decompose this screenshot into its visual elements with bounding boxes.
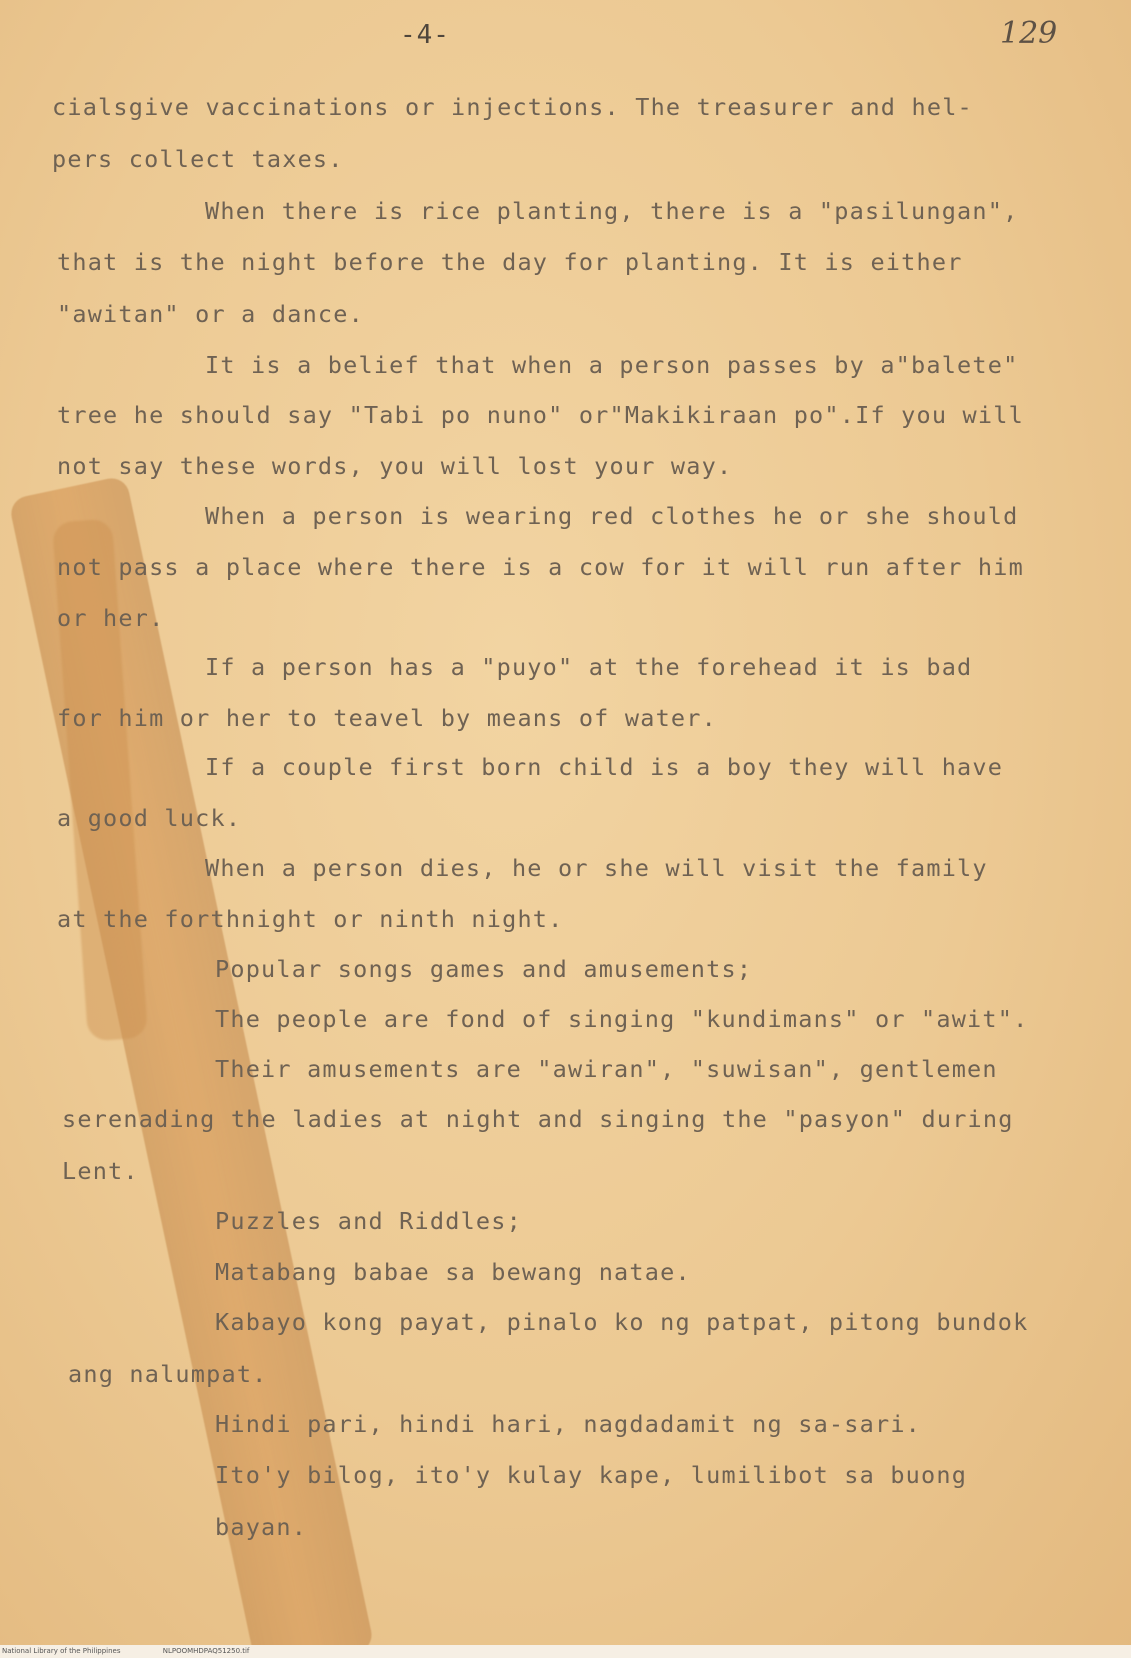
- text-line: or her.: [57, 604, 165, 632]
- text-line: pers collect taxes.: [52, 145, 344, 173]
- text-line: not pass a place where there is a cow for it will run after him: [57, 553, 1024, 581]
- text-line: Popular songs games and amusements;: [215, 955, 753, 983]
- text-line: Ito'y bilog, ito'y kulay kape, lumilibot sa buong: [215, 1461, 968, 1489]
- text-line: at the forthnight or ninth night.: [57, 905, 564, 933]
- text-line: a good luck.: [57, 804, 242, 832]
- text-line: If a person has a "puyo" at the forehead it is bad: [205, 653, 973, 681]
- text-line: Hindi pari, hindi hari, nagdadamit ng sa-sari.: [215, 1410, 922, 1438]
- text-line: that is the night before the day for planting. It is either: [57, 248, 963, 276]
- text-line: Lent.: [62, 1157, 139, 1185]
- text-line: When a person is wearing red clothes he or she should: [205, 502, 1019, 530]
- text-line: ang nalumpat.: [68, 1360, 268, 1388]
- text-line: Matabang babae sa bewang natae.: [215, 1258, 691, 1286]
- text-line: not say these words, you will lost your way.: [57, 452, 733, 480]
- text-line: When a person dies, he or she will visit the family: [205, 854, 988, 882]
- text-line: When there is rice planting, there is a "pasilungan",: [205, 197, 1019, 225]
- text-line: If a couple first born child is a boy they will have: [205, 753, 1004, 781]
- file-id: NLPOOMHDPAQ51250.tif: [162, 1647, 250, 1655]
- library-name: National Library of the Philippines: [2, 1647, 121, 1655]
- text-line: Kabayo kong payat, pinalo ko ng patpat, pitong bundok: [215, 1308, 1029, 1336]
- text-line: tree he should say "Tabi po nuno" or"Makikiraan po".If you will: [57, 401, 1024, 429]
- text-line: Puzzles and Riddles;: [215, 1207, 522, 1235]
- scan-footer: [0, 1645, 1131, 1658]
- text-line: Their amusements are "awiran", "suwisan", gentlemen: [215, 1055, 998, 1083]
- text-line: The people are fond of singing "kundimans" or "awit".: [215, 1005, 1029, 1033]
- text-line: for him or her to teavel by means of water.: [57, 704, 717, 732]
- text-line: "awitan" or a dance.: [57, 300, 364, 328]
- folio-number: 129: [1000, 16, 1058, 51]
- text-line: cialsgive vaccinations or injections. The treasurer and hel-: [52, 93, 973, 121]
- text-line: It is a belief that when a person passes by a"balete": [205, 351, 1019, 379]
- text-line: serenading the ladies at night and singing the "pasyon" during: [62, 1105, 1014, 1133]
- text-line: bayan.: [215, 1513, 308, 1541]
- page-number: -4-: [400, 20, 450, 50]
